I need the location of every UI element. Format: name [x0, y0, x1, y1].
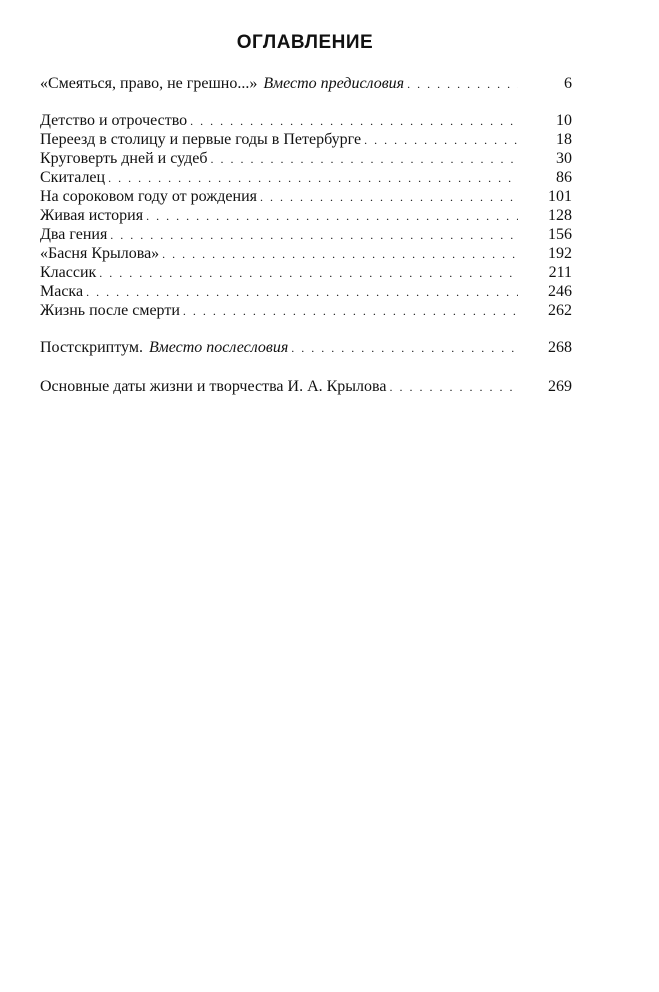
toc-entry-title: Жизнь после смерти [40, 302, 180, 319]
toc-entry-title: Маска [40, 283, 84, 300]
dot-leader [110, 226, 518, 245]
toc-entry-preface [40, 74, 576, 93]
toc-entry [40, 263, 576, 282]
toc-entry-title: Основные даты жизни и творчества И. А. Крылова [40, 378, 387, 395]
toc-entry-title: Переезд в столицу и первые годы в Петербурге [40, 131, 362, 148]
toc-entry [40, 187, 576, 206]
toc-entry-title: Живая история [40, 207, 144, 224]
dot-leader [99, 264, 518, 283]
toc-page-number: 269 [548, 378, 572, 395]
toc-entry [40, 149, 576, 168]
toc-entry-title: «Смеяться, право, не грешно...» [40, 75, 258, 92]
toc-page-number: 268 [548, 339, 572, 356]
dot-leader [86, 283, 518, 302]
toc-entry-title: Детство и отрочество [40, 112, 188, 129]
toc-entry-subtitle: Вместо послесловия [148, 339, 289, 356]
toc-entry [40, 225, 576, 244]
dot-leader [407, 75, 518, 94]
toc-page-number: 192 [548, 245, 572, 262]
toc-page-number: 211 [548, 264, 572, 281]
toc-entry [40, 244, 576, 263]
toc-entry [40, 168, 576, 187]
toc-entry-title: Постскриптум. [40, 339, 143, 356]
toc-page-number: 86 [556, 169, 572, 186]
toc-entry-subtitle: Вместо предисловия [263, 75, 405, 92]
toc-page-number: 101 [548, 188, 572, 205]
toc-page-number: 10 [556, 112, 572, 129]
toc-page-number: 128 [548, 207, 572, 224]
toc-list [40, 74, 576, 396]
dot-leader [364, 131, 518, 150]
toc-entry [40, 301, 576, 320]
toc-entry-title: Два гения [40, 226, 108, 243]
toc-entry-title: Скиталец [40, 169, 106, 186]
toc-entry-title: Круговерть дней и судеб [40, 150, 208, 167]
dot-leader [389, 378, 518, 397]
toc-entry [40, 206, 576, 225]
dot-leader [291, 339, 518, 358]
dot-leader [146, 207, 518, 226]
toc-entry [40, 111, 576, 130]
dot-leader [162, 245, 518, 264]
toc-entry-title: Классик [40, 264, 97, 281]
page-title: ОГЛАВЛЕНИЕ [236, 32, 374, 53]
toc-page-number: 6 [564, 75, 572, 92]
dot-leader [210, 150, 518, 169]
toc-entry-title: «Басня Крылова» [40, 245, 160, 262]
toc-page-number: 262 [548, 302, 572, 319]
toc-page-number: 18 [556, 131, 572, 148]
toc-entry-chronology [40, 377, 576, 396]
toc-entry-postscript [40, 338, 576, 357]
dot-leader [260, 188, 518, 207]
toc-entry-title: На сороковом году от рождения [40, 188, 257, 205]
toc-page-number: 246 [548, 283, 572, 300]
toc-entry [40, 282, 576, 301]
toc-entry [40, 130, 576, 149]
toc-page-number: 30 [556, 150, 572, 167]
toc-page-number: 156 [548, 226, 572, 243]
dot-leader [108, 169, 518, 188]
dot-leader [190, 112, 518, 131]
dot-leader [183, 302, 518, 321]
